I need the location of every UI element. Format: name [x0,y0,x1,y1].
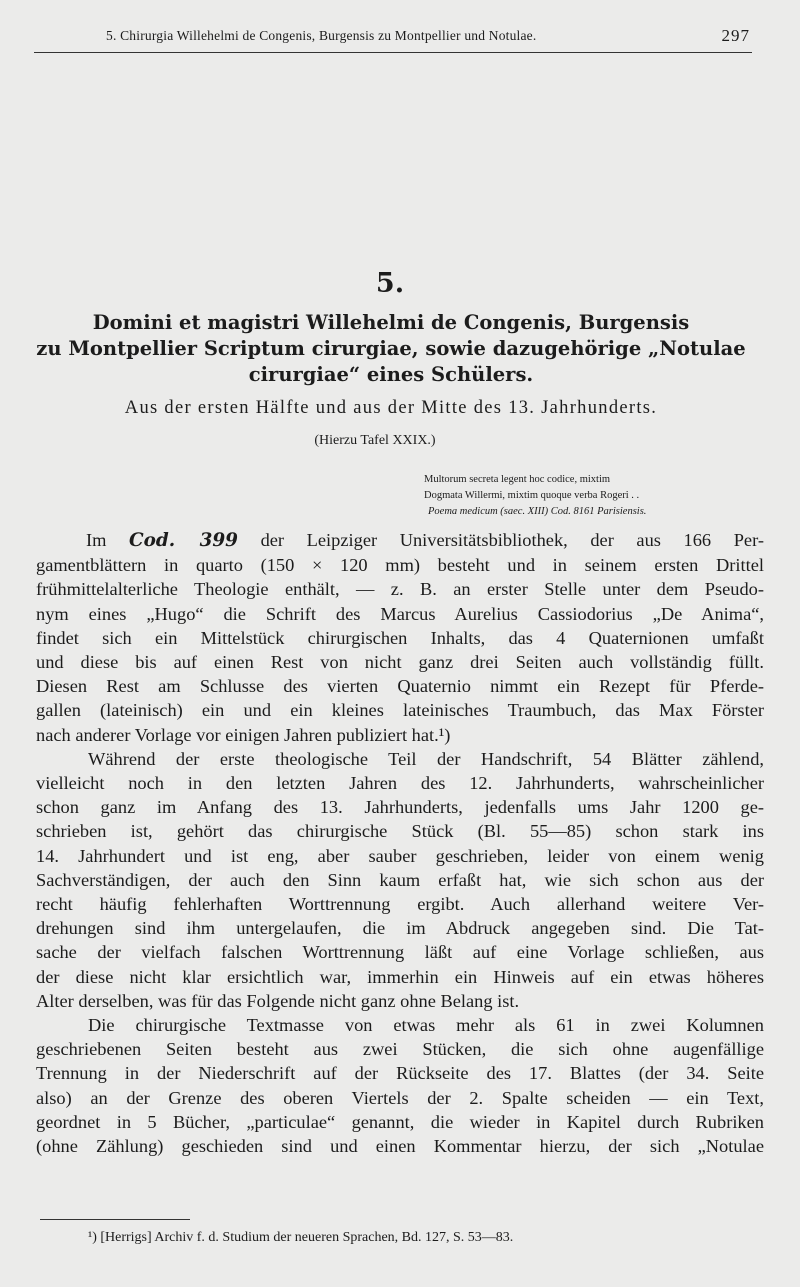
text-line: Die chirurgische Textmasse von etwas mehr als 61 in zwei Kolumnen [88,1015,764,1036]
text-line: nym eines „Hugo“ die Schrift des Marcus Aurelius Cassiodorius „De Anima“, [36,603,764,624]
paragraph-1 [36,528,764,747]
epigraph [424,472,764,520]
epigraph-line: Dogmata Willermi, mixtim quoque verba Rogeri . . [424,490,640,501]
paragraph-2 [36,747,764,1013]
body-text [36,528,764,1158]
text-line: schon ganz im Anfang des 13. Jahrhunderts, jedenfalls ums Jahr 1200 ge- [36,797,764,818]
running-head [34,22,752,53]
section-title [30,310,752,388]
epigraph-line: Multorum secreta legent hoc codice, mixtim [424,474,611,485]
text-line: nach anderer Vorlage vor einigen Jahren publiziert hat.¹) [36,724,451,745]
footnote-divider [40,1219,190,1220]
codex-reference: Cod. 399 [129,530,238,551]
title-line: Domini et magistri Willehelmi de Congenis, Burgensis [92,311,690,334]
page-number: 297 [721,26,750,45]
text-line: Alter derselben, was für das Folgende nicht ganz ohne Belang ist. [36,990,520,1011]
text-line: vielleicht noch in den letzten Jahren des 12. Jahrhunderts, wahrscheinlicher [36,773,764,794]
text-line: sache der vielfach falschen Worttrennung läßt auf eine Vorlage schließen, aus [36,942,764,963]
text-line: also) an der Grenze des oberen Viertels der 2. Spalte scheiden — ein Text, [36,1087,764,1108]
paragraph-3 [36,1013,764,1158]
title-line: zu Montpellier Scriptum cirurgiae, sowie dazugehörige „Notulae [36,337,746,360]
text-line: (ohne Zählung) geschieden sind und einen Kommentar hierzu, der sich „Notulae [36,1136,764,1157]
section-number: 5. [375,268,405,299]
footnote-text: [Herrigs] Archiv f. d. Studium der neueren Sprachen, Bd. 127, S. 53—83. [100,1230,514,1245]
text-line: geordnet in 5 Bücher, „particulae“ genannt, die wieder in Kapitel durch Rubriken [36,1111,764,1132]
text-line: frühmittelalterliche Theologie enthält, — z. B. an erster Stelle unter dem Pseudo- [36,579,764,600]
epigraph-source: Poema medicum (saec. XIII) Cod. 8161 Parisiensis. [428,506,647,517]
text-line: 14. Jahrhundert und ist eng, aber sauber geschrieben, leider von einem wenig [36,845,764,866]
text-line: Diesen Rest am Schlusse des vierten Quaternio nimmt ein Rezept für Pferde- [36,676,764,697]
text-line: gallen (lateinisch) ein und ein kleines lateinisches Traumbuch, das Max Förster [36,700,764,721]
text-line: Während der erste theologische Teil der Handschrift, 54 Blätter zählend, [88,748,764,769]
plate-reference: (Hierzu Tafel XXIX.) [314,433,436,448]
title-line: cirurgiae“ eines Schülers. [248,363,534,386]
text-line: Sachverständigen, der auch den Sinn kaum erfaßt hat, wie sich schon aus der [36,869,764,890]
running-title: 5. Chirurgia Willehelmi de Congenis, Burgensis zu Montpellier und Notulae. [106,28,537,43]
text-line: findet sich ein Mittelstück chirurgischen Inhalts, das 4 Quaternionen umfaßt [36,627,764,648]
footnote-marker: ¹) [88,1230,97,1245]
text-line: Im Cod. 399 der Leipziger Universitätsbibliothek, der aus 166 Per- [86,530,764,551]
section-subtitle: Aus der ersten Hälfte und aus der Mitte des 13. Jahrhunderts. [124,398,658,418]
text-line: schrieben ist, gehört das chirurgische Stück (Bl. 55—85) schon stark ins [36,821,764,842]
text-line: gamentblättern in quarto (150 × 120 mm) besteht und in seinem ersten Drittel [36,555,764,576]
text-line: drehungen sind ihm untergelaufen, die im Abdruck angegeben sind. Die Tat- [36,918,764,939]
text-line: recht häufig fehlerhaften Worttrennung ergibt. Auch allerhand weitere Ver- [36,894,764,915]
text-line: der diese nicht klar ersichtlich war, immerhin ein Hinweis auf ein etwas höheres [36,966,764,987]
text-line: geschriebenen Seiten besteht aus zwei Stücken, die sich ohne augenfällige [36,1039,764,1060]
text-line: und diese bis auf einen Rest von nicht ganz drei Seiten auch vollständig füllt. [36,652,764,673]
text-line: Trennung in der Niederschrift auf der Rückseite des 17. Blattes (der 34. Seite [36,1063,764,1084]
footnote [88,1230,728,1246]
